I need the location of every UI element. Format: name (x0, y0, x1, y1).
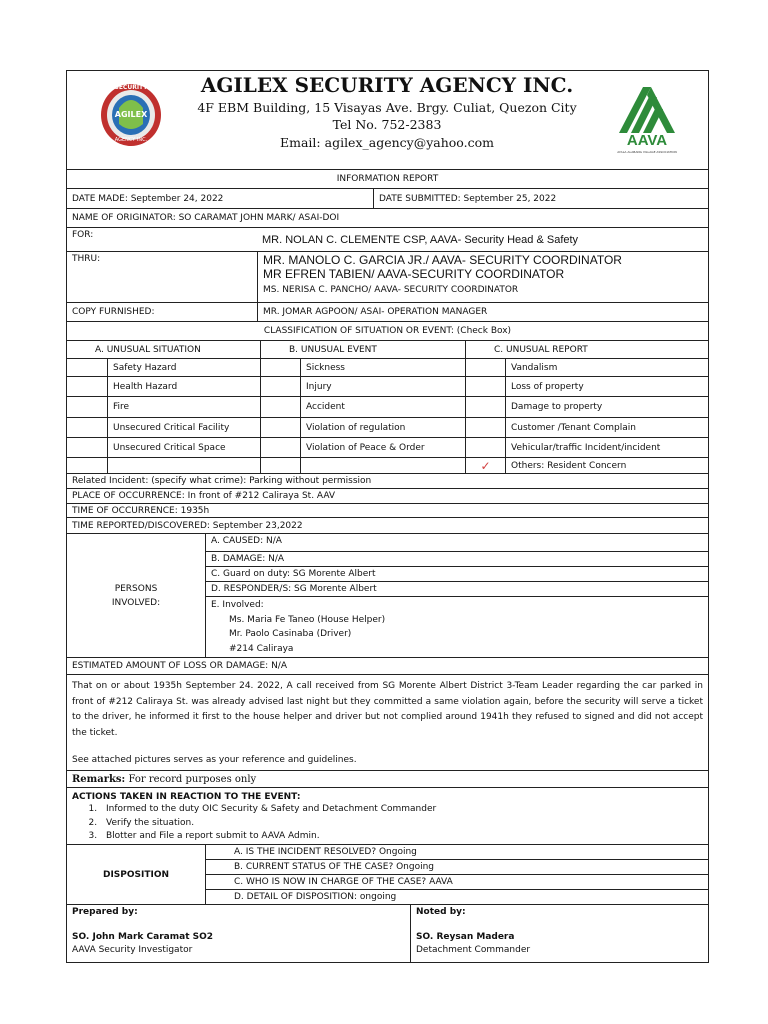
prepared-by-block (67, 905, 410, 962)
checkbox-row (67, 457, 708, 473)
action-item: 3. Blotter and File a report submit to AAVA Admin. (100, 830, 703, 844)
option-label: Others: Resident Concern (505, 458, 708, 473)
information-report-document (66, 70, 709, 963)
prepared-by-title: AAVA Security Investigator (72, 945, 193, 955)
persons-details (205, 534, 708, 657)
noted-by-name: SO. Reysan Madera (416, 932, 515, 942)
report-title: INFORMATION REPORT (336, 174, 439, 184)
actions-heading: ACTIONS TAKEN IN REACTION TO THE EVENT: (72, 792, 301, 802)
checkbox[interactable] (465, 377, 505, 396)
checkbox[interactable] (260, 418, 300, 437)
option-label: Accident (300, 397, 465, 417)
disposition-item: A. IS THE INCIDENT RESOLVED? Ongoing (234, 847, 417, 857)
disposition-section (67, 844, 708, 904)
narrative-text: That on or about 1935h September 24. 2022, A call received from SG Morente Albert District 3-Team Leader regarding the car parked in front of #212 Caliraya St. was already advised last night but they committed a same violation again, before the security will serve a ticket to the driver, he informed it first to the house helper and driver but not complied around 1941h they refused to signed and did not accept the ticket. (72, 681, 703, 738)
prepared-by-name: SO. John Mark Caramat SO2 (72, 932, 214, 942)
checkbox[interactable] (465, 359, 505, 376)
time-of-occurrence: TIME OF OCCURRENCE: 1935h (72, 505, 210, 516)
option-label (107, 458, 260, 473)
thru-values (257, 252, 708, 302)
checkbox[interactable] (260, 377, 300, 396)
disposition-list (205, 845, 708, 904)
action-item: 1. Informed to the duty OIC Security & Safety and Detachment Commander (100, 803, 703, 817)
action-item: 2. Verify the situation. (100, 817, 703, 831)
disposition-label: DISPOSITION (102, 869, 170, 880)
checkbox[interactable] (465, 438, 505, 457)
col-a-heading: A. UNUSUAL SITUATION (95, 344, 201, 355)
checkbox-row (67, 437, 708, 457)
checkbox[interactable] (260, 359, 300, 376)
company-name: AGILEX SECURITY AGENCY INC. (200, 73, 574, 97)
damage: B. DAMAGE: N/A (206, 551, 708, 566)
checkbox[interactable] (67, 359, 107, 376)
persons-label-line: PERSONS (114, 583, 158, 594)
noted-by-label: Noted by: (416, 907, 466, 917)
responder: D. RESPONDER/S: SG Morente Albert (206, 581, 708, 596)
letterhead (67, 71, 708, 169)
option-label: Unsecured Critical Space (107, 438, 260, 457)
option-label (300, 458, 465, 473)
checkbox[interactable] (260, 397, 300, 417)
checkbox-row (67, 376, 708, 396)
thru-line: MR EFREN TABIEN/ AAVA-SECURITY COORDINATOR (263, 267, 565, 281)
option-label: Violation of regulation (300, 418, 465, 437)
related-incident: Related Incident: (specify what crime): Parking without permission (72, 476, 372, 486)
agilex-logo-bottom-text: AGENCY INC. (114, 137, 148, 143)
option-label: Violation of Peace & Order (300, 438, 465, 457)
disposition-item: D. DETAIL OF DISPOSITION: ongoing (206, 889, 708, 904)
noted-by-block (410, 905, 708, 962)
option-label: Fire (107, 397, 260, 417)
checkbox[interactable] (67, 377, 107, 396)
originator: NAME OF ORIGINATOR: SO CARAMAT JOHN MARK/ ASAI-DOI (72, 213, 340, 223)
involved-heading: E. Involved: (211, 600, 264, 610)
company-address: 4F EBM Building, 15 Visayas Ave. Brgy. Culiat, Quezon City (197, 100, 577, 115)
narrative-block (67, 675, 708, 770)
persons-label-line: INVOLVED: (111, 597, 161, 608)
copy-furnished-value: MR. JOMAR AGPOON/ ASAI- OPERATION MANAGER (257, 303, 708, 321)
involved-person: Mr. Paolo Casinaba (Driver) (229, 629, 352, 639)
remarks-label: Remarks: (72, 773, 126, 785)
caused: A. CAUSED: N/A (211, 536, 282, 546)
for-label: FOR: (72, 230, 94, 240)
checkbox[interactable] (260, 438, 300, 457)
classification-heading: CLASSIFICATION OF SITUATION OR EVENT: (Check Box) (263, 326, 512, 336)
option-label: Damage to property (505, 397, 708, 417)
actions-list (72, 803, 703, 844)
option-label: Unsecured Critical Facility (107, 418, 260, 437)
option-label: Vehicular/traffic Incident/incident (505, 438, 708, 457)
disposition-item: C. WHO IS NOW IN CHARGE OF THE CASE? AAVA (206, 874, 708, 889)
noted-by-title: Detachment Commander (416, 945, 531, 955)
option-label: Injury (300, 377, 465, 396)
checkbox[interactable] (465, 397, 505, 417)
actions-block (67, 788, 708, 844)
check-mark-icon[interactable]: ✓ (465, 458, 505, 473)
involved-person: #214 Caliraya (229, 643, 294, 654)
involved-person: Ms. Maria Fe Taneo (House Helper) (229, 614, 386, 625)
guard-on-duty: C. Guard on duty: SG Morente Albert (206, 566, 708, 581)
checkbox[interactable] (67, 418, 107, 437)
option-label: Customer /Tenant Complain (505, 418, 708, 437)
checkbox[interactable] (67, 397, 107, 417)
checkbox[interactable] (260, 458, 300, 473)
copy-furnished-label: COPY FURNISHED: (72, 307, 155, 317)
narrative-note: See attached pictures serves as your reference and guidelines. (72, 755, 357, 765)
persons-involved-section (67, 533, 708, 657)
checkbox[interactable] (67, 438, 107, 457)
persons-involved-label (67, 534, 205, 657)
col-b-heading: B. UNUSUAL EVENT (260, 341, 465, 358)
checkbox[interactable] (67, 458, 107, 473)
aava-logo-text: AAVA (626, 132, 668, 149)
thru-line: MR. MANOLO C. GARCIA JR./ AAVA- SECURITY COORDINATOR (263, 253, 622, 267)
checkbox-row (67, 417, 708, 437)
option-label: Loss of property (505, 377, 708, 396)
thru-line: MS. NERISA C. PANCHO/ AAVA- SECURITY COORDINATOR (263, 285, 519, 295)
place-of-occurrence: PLACE OF OCCURRENCE: In front of #212 Caliraya St. AAV (72, 491, 336, 501)
involved-block (206, 596, 708, 657)
col-c-heading: C. UNUSUAL REPORT (465, 341, 708, 358)
aava-logo-subtext: AYALA ALABANG VILLAGE ASSOCIATION (617, 150, 677, 154)
time-reported: TIME REPORTED/DISCOVERED: September 23,2022 (72, 520, 303, 531)
checkbox-row (67, 358, 708, 376)
date-made: DATE MADE: September 24, 2022 (72, 193, 224, 204)
thru-label: THRU: (72, 254, 101, 264)
remarks-value: For record purposes only (125, 773, 257, 785)
agilex-logo-mid-text: AGILEX (114, 110, 148, 119)
disposition-item: B. CURRENT STATUS OF THE CASE? Ongoing (206, 859, 708, 874)
option-label: Sickness (300, 359, 465, 376)
checkbox[interactable] (465, 418, 505, 437)
option-label: Health Hazard (107, 377, 260, 396)
checkbox-row (67, 396, 708, 417)
date-submitted: DATE SUBMITTED: September 25, 2022 (373, 189, 708, 208)
company-tel: Tel No. 752-2383 (332, 117, 442, 132)
option-label: Vandalism (505, 359, 708, 376)
option-label: Safety Hazard (107, 359, 260, 376)
company-email: Email: agilex_agency@yahoo.com (280, 135, 494, 150)
estimated-loss: ESTIMATED AMOUNT OF LOSS OR DAMAGE: N/A (72, 661, 287, 671)
for-value: MR. NOLAN C. CLEMENTE CSP, AAVA- Security Head & Safety (262, 233, 579, 246)
signatures (67, 904, 708, 962)
remarks (67, 771, 708, 787)
agilex-logo-top-text: SECURITY (114, 84, 148, 91)
prepared-by-label: Prepared by: (72, 907, 138, 917)
